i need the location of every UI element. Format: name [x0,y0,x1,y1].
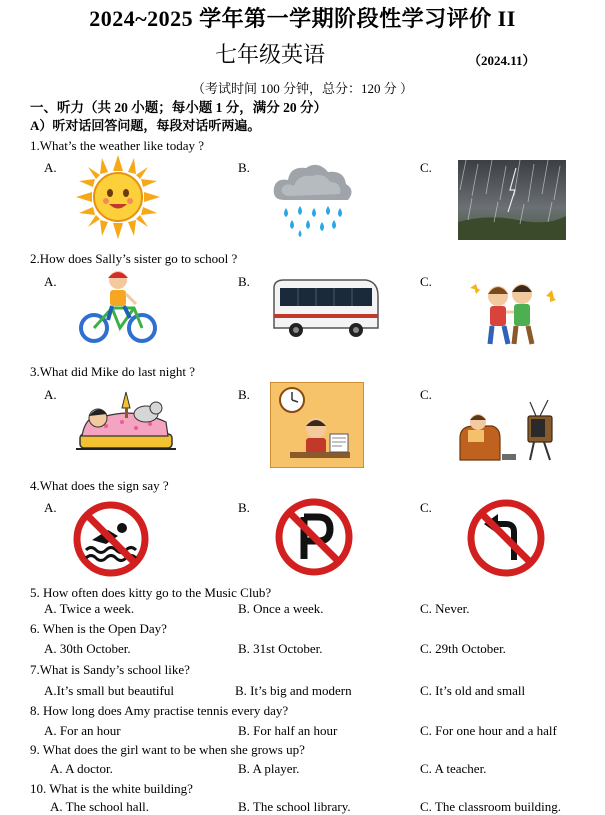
q1-label-b: B. [238,160,250,175]
exam-subtitle: 七年级英语 [214,43,325,68]
q7-option-b: B. It’s big and modern [235,683,352,698]
q1-label-a: A. [44,160,57,175]
no-left-turn-sign-icon [466,498,546,578]
walking-children-icon [462,274,562,354]
no-parking-sign-icon [274,497,354,577]
q6-option-c: C. 29th October. [420,641,506,656]
question-7: 7.What is Sandy’s school like? [30,662,190,677]
bus-icon [270,274,380,340]
q9-option-b: B. A player. [238,761,300,776]
homework-icon [270,382,364,468]
question-2: 2.How does Sally’s sister go to school ? [30,251,238,266]
q4-label-c: C. [420,500,432,515]
q5-option-a: A. Twice a week. [44,601,135,616]
q3-label-c: C. [420,387,432,402]
exam-date: （2024.11） [468,53,536,68]
exam-title: 2024~2025 学年第一学期阶段性学习评价 II [89,6,516,31]
q1-label-c: C. [420,160,432,175]
rainy-landscape-photo [458,160,566,240]
q10-option-b: B. The school library. [238,799,351,814]
question-9: 9. What does the girl want to be when she grows up? [30,742,305,757]
q7-option-c: C. It’s old and small [420,683,526,698]
question-5: 5. How often does kitty go to the Music Club? [30,585,272,600]
watching-tv-icon [456,398,556,468]
q8-option-c: C. For one hour and a half [420,723,557,738]
section-title: 一、听力（共 20 小题；每小题 1 分，满分 20 分） [30,100,327,115]
no-swimming-sign-icon [72,500,150,578]
sun-icon [76,155,160,239]
part-a-instruction: A）听对话回答问题，每段对话听两遍。 [30,118,261,133]
question-1: 1.What’s the weather like today ? [30,138,204,153]
q10-option-a: A. The school hall. [50,799,150,814]
q5-option-b: B. Once a week. [238,601,324,616]
q8-option-b: B. For half an hour [238,723,338,738]
q4-label-b: B. [238,500,250,515]
q8-option-a: A. For an hour [44,723,121,738]
question-8: 8. How long does Amy practise tennis every day? [30,703,289,718]
q2-label-a: A. [44,274,57,289]
q6-option-a: A. 30th October. [44,641,131,656]
rain-cloud-icon [270,160,354,238]
sleeping-icon [76,382,176,462]
question-10: 10. What is the white building? [30,781,193,796]
question-6: 6. When is the Open Day? [30,621,167,636]
q3-label-a: A. [44,387,57,402]
q2-label-b: B. [238,274,250,289]
q10-option-c: C. The classroom building. [420,799,561,814]
q9-option-c: C. A teacher. [420,761,487,776]
question-3: 3.What did Mike do last night ? [30,364,196,379]
q5-option-c: C. Never. [420,601,470,616]
q9-option-a: A. A doctor. [50,761,113,776]
exam-info: （考试时间 100 分钟，总分：120 分 ） [191,81,413,96]
q4-label-a: A. [44,500,57,515]
q2-label-c: C. [420,274,432,289]
q7-option-a: A.It’s small but beautiful [44,683,174,698]
question-4: 4.What does the sign say ? [30,478,169,493]
q3-label-b: B. [238,387,250,402]
q6-option-b: B. 31st October. [238,641,323,656]
bicycle-icon [78,268,158,346]
